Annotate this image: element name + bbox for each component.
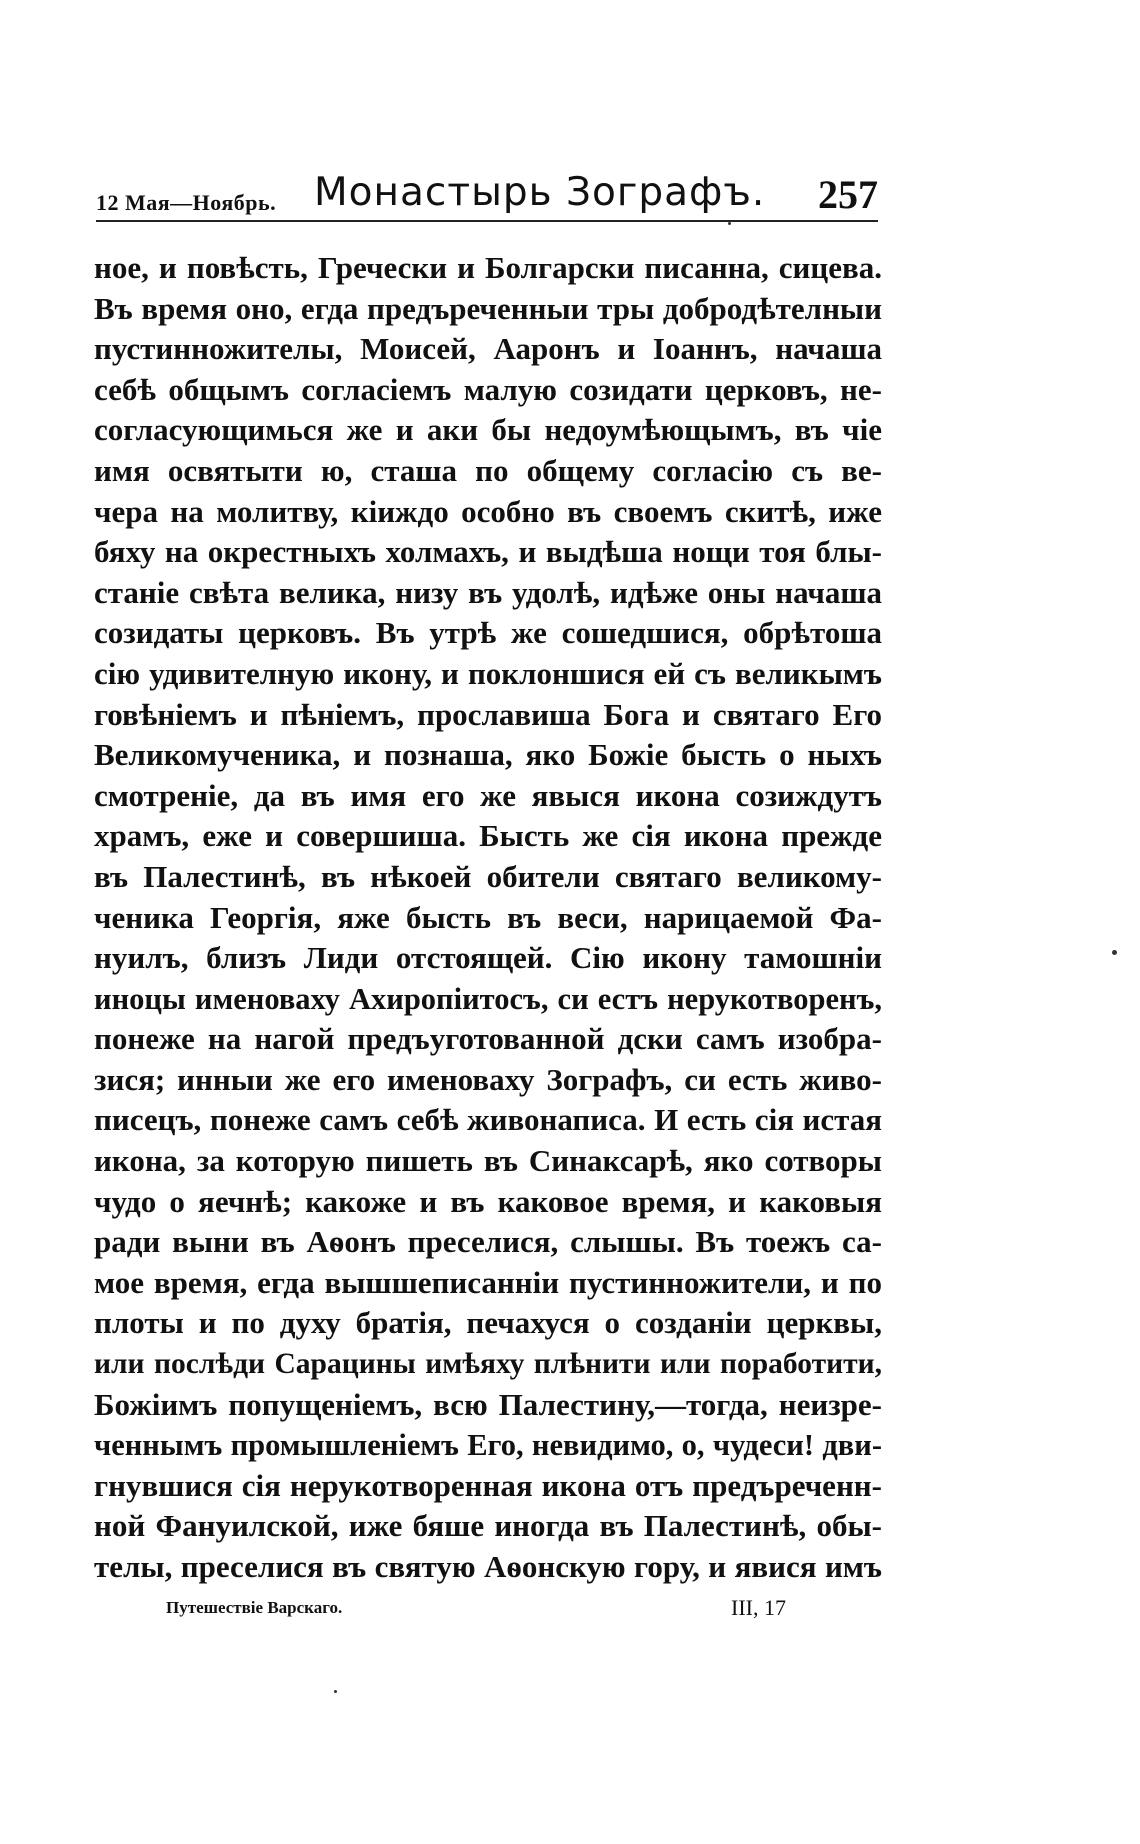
print-speck — [728, 222, 731, 225]
text-line: ради выни въ Аѳонъ преселися, слышы. Въ тоежъ са- — [94, 1224, 882, 1260]
print-speck — [334, 1690, 337, 1693]
text-line: икона, за которую пишеть въ Синаксарѣ, яко сотворы — [94, 1143, 882, 1179]
text-line: ное, и повѣсть, Гречески и Болгарски писанна, сицева. — [94, 250, 882, 285]
text-line: писецъ, понеже самъ себѣ живонаписа. И есть сія истая — [94, 1102, 882, 1138]
text-line: чудо о яечнѣ; какоже и въ каковое время, и каковыя — [94, 1183, 882, 1219]
text-line: согласующимься же и аки бы недоумѣющымъ, въ чіе — [94, 412, 882, 448]
text-line: Божіимъ попущеніемъ, всю Палестину,—тогда, неизре- — [94, 1386, 882, 1422]
text-line: ченнымъ промышленіемъ Его, невидимо, о, чудеси! дви- — [94, 1428, 882, 1463]
text-line: Въ время оно, егда предъреченныи тры добродѣтелныи — [94, 290, 882, 326]
text-line: иноцы именоваху Ахиропіитосъ, си естъ нерукотворенъ, — [94, 981, 882, 1016]
text-line: плоты и по духу братія, печахуся о созданіи церквы, — [94, 1305, 882, 1341]
text-line: ной Фануилской, иже бяше иногда въ Палестинѣ, обы- — [94, 1508, 882, 1544]
footer-signature: Путешествіе Варскаго. — [166, 1598, 343, 1617]
text-line: созидаты церковъ. Въ утрѣ же сошедшися, обрѣтоша — [94, 615, 882, 651]
running-header — [96, 170, 878, 216]
text-line: или послѣди Сарацины имѣяху плѣнити или поработити, — [94, 1348, 882, 1381]
header-title: Монастырь Зографъ. — [314, 170, 766, 215]
text-line: храмъ, еже и совершиша. Бысть же сія икона прежде — [94, 818, 882, 854]
text-line: чера на молитву, кіиждо особно въ своемъ скитѣ, иже — [94, 493, 882, 529]
text-line: телы, преселися въ святую Аѳонскую гору, и явися имъ — [94, 1549, 882, 1584]
text-line: станіе свѣта велика, низу въ удолѣ, идѣже оны начаша — [94, 574, 882, 610]
text-line: имя освятыти ю, сташа по общему согласію съ ве- — [94, 452, 882, 488]
footer-sheet-mark: III, 17 — [731, 1595, 786, 1620]
text-line: Великомученика, и познаша, яко Божіе бысть о ныхъ — [94, 737, 882, 773]
text-line: въ Палестинѣ, въ нѣкоей обители святаго великому- — [94, 858, 882, 894]
header-rule — [96, 220, 878, 222]
text-line: говѣніемъ и пѣніемъ, прославиша Бога и святаго Его — [94, 696, 882, 732]
text-line: ченика Георгія, яже бысть въ веси, нарицаемой Фа- — [94, 899, 882, 935]
text-line: сію удивителную икону, и поклоншися ей съ великымъ — [94, 655, 882, 691]
page-number: 257 — [818, 172, 878, 217]
text-line: понеже на нагой предъуготованной дски самъ изобра- — [94, 1021, 882, 1057]
text-line: нуилъ, близъ Лиди отстоящей. Сію икону тамошніи — [94, 940, 882, 976]
text-line: зися; инныи же его именоваху Зографъ, си есть живо- — [94, 1061, 882, 1097]
text-line: себѣ общымъ согласіемъ малую созидати церковъ, не- — [94, 371, 882, 407]
header-date-range: 12 Мая—Ноябрь. — [96, 190, 277, 215]
text-line: пустинножителы, Моисей, Ааронъ и Іоаннъ, начаша — [94, 331, 882, 367]
print-speck — [1112, 950, 1117, 955]
text-line: гнувшися сія нерукотворенная икона отъ предъреченн- — [94, 1467, 882, 1503]
text-line: мое время, егда вышшеписанніи пустинножители, и по — [94, 1264, 882, 1300]
text-line: бяху на окрестныхъ холмахъ, и выдѣша нощи тоя блы- — [94, 534, 882, 570]
page-footer — [166, 1595, 816, 1628]
body-text — [94, 248, 882, 1588]
text-line: смотреніе, да въ имя его же явыся икона созиждутъ — [94, 777, 882, 813]
